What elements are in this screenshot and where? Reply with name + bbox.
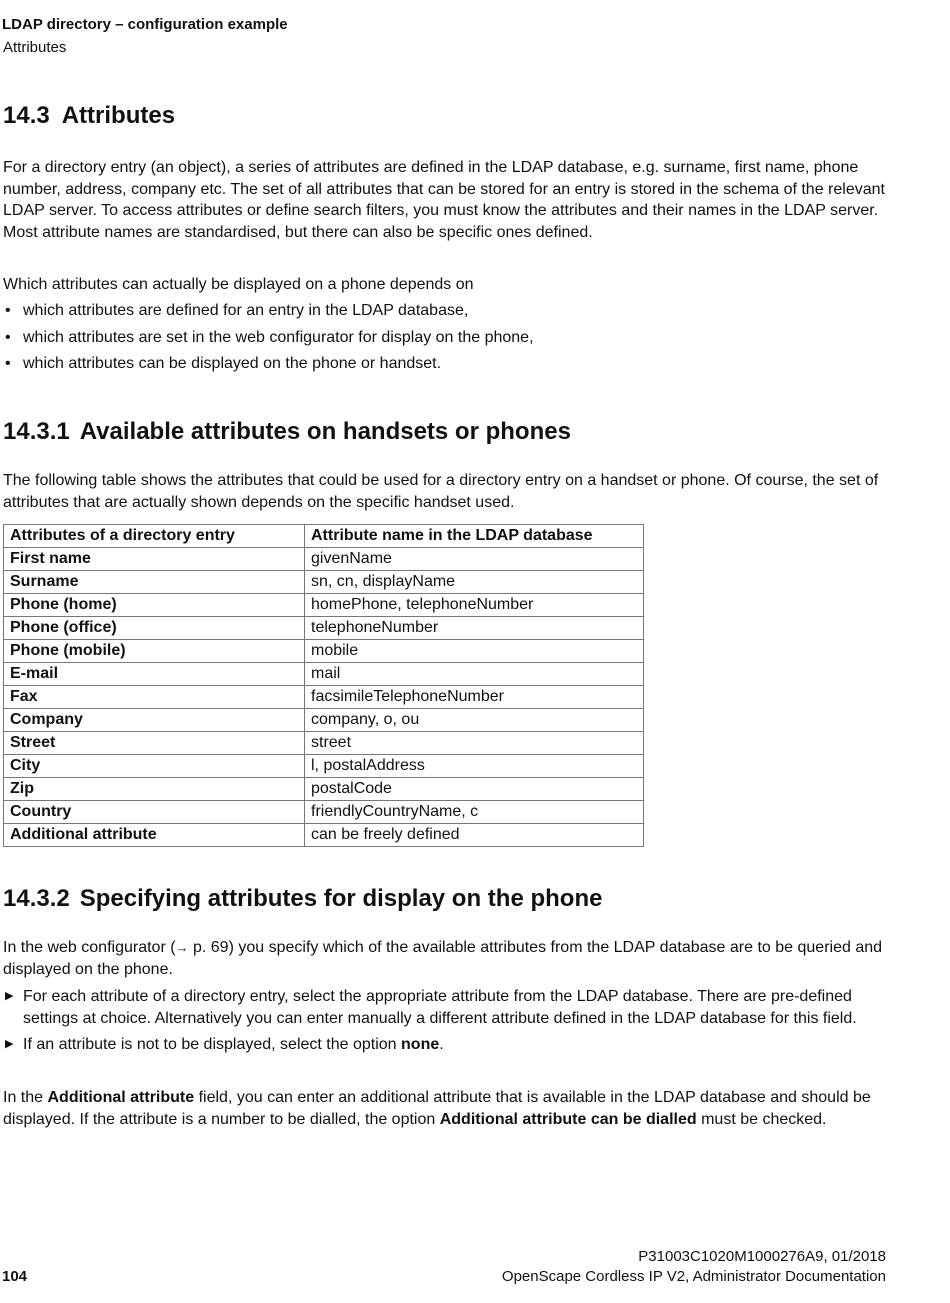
section-title: Available attributes on handsets or phones [79,418,571,445]
bullet-icon: • [5,355,11,372]
arrow-right-icon: → [175,940,189,955]
section-heading-14-3 [3,102,175,130]
table-row: Phone (mobile) mobile [4,640,644,663]
list-item: ▶ For each attribute of a directory entry, select the appropriate attribute from the LDAP database. There are pre-defined settings at choice. Alternatively you can enter manually a different attribute defined in the LDAP database for this field. [5,988,857,1027]
table-row: Company company, o, ou [4,709,644,732]
table-row: Zip postalCode [4,778,644,801]
table-header-row [4,525,644,548]
table-row: Phone (office) telephoneNumber [4,617,644,640]
attributes-table [3,524,644,847]
list-item: ▶ If an attribute is not to be displayed, select the option none. [3,1034,893,1056]
table-row: Country friendlyCountryName, c [4,801,644,824]
triangle-right-icon: ▶ [5,1038,14,1050]
section-number: 14.3.2 [3,885,70,912]
table-row: E-mail mail [4,663,644,686]
table-intro-paragraph: The following table shows the attributes that could be used for a directory entry on a handset or phone. Of course, the set of attributes that are actually shown depends on the specific handset used. [3,472,879,511]
section-number: 14.3 [3,102,50,129]
section-title: Attributes [61,102,176,129]
attributes-intro-paragraph: For a directory entry (an object), a series of attributes are defined in the LDAP database, e.g. surname, first name, phone number, address, company etc. The set of all attributes that can be stored for an entry is stored in the schema of the relevant LDAP server. To access attributes or define search filters, you must know the attributes and their names in the LDAP server. Most attribute names are standardised, but there can also be specific ones defined. [3,159,885,241]
section-heading-14-3-2 [3,885,602,913]
additional-attribute-paragraph: In the Additional attribute field, you can enter an additional attribute that is available in the LDAP database and should be displayed. If the attribute is a number to be dialled, the option Additional attribute can be dialled must be checked. [3,1089,871,1128]
triangle-right-icon: ▶ [5,990,14,1002]
table-row: Fax facsimileTelephoneNumber [4,686,644,709]
table-row: Street street [4,732,644,755]
table-row: Phone (home) homePhone, telephoneNumber [4,594,644,617]
list-item: • which attributes are defined for an entry in the LDAP database, [3,300,893,322]
list-item: • which attributes are set in the web configurator for display on the phone, [3,327,893,349]
depends-lead-paragraph: Which attributes can actually be displayed on a phone depends on [3,276,474,293]
depends-bullet-list [3,300,893,380]
section-heading-14-3-1 [3,418,571,446]
table-row: Surname sn, cn, displayName [4,571,644,594]
table-row: Additional attribute can be freely defined [4,824,644,847]
steps-list [3,986,893,1061]
footer-document-id: P31003C1020M1000276A9, 01/2018 [638,1248,886,1265]
list-item: • which attributes can be displayed on the phone or handset. [3,353,893,375]
column-header: Attribute name in the LDAP database [305,525,644,548]
page-reference-link[interactable]: → p. 69 [175,939,229,956]
table-row: First name givenName [4,548,644,571]
bullet-icon: • [5,302,11,319]
bullet-icon: • [5,328,11,346]
column-header: Attributes of a directory entry [4,525,305,548]
table-row: City l, postalAddress [4,755,644,778]
running-header-chapter: LDAP directory – configuration example [2,16,288,33]
section-number: 14.3.1 [3,418,70,445]
running-header-section: Attributes [3,39,67,56]
footer-document-title: OpenScape Cordless IP V2, Administrator Documentation [501,1268,886,1285]
section-title: Specifying attributes for display on the phone [79,885,603,912]
web-configurator-paragraph: In the web configurator (→ p. 69) you specify which of the available attributes from the LDAP database are to be queried and displayed on the phone. [3,939,883,978]
page-number: 104 [2,1268,28,1285]
